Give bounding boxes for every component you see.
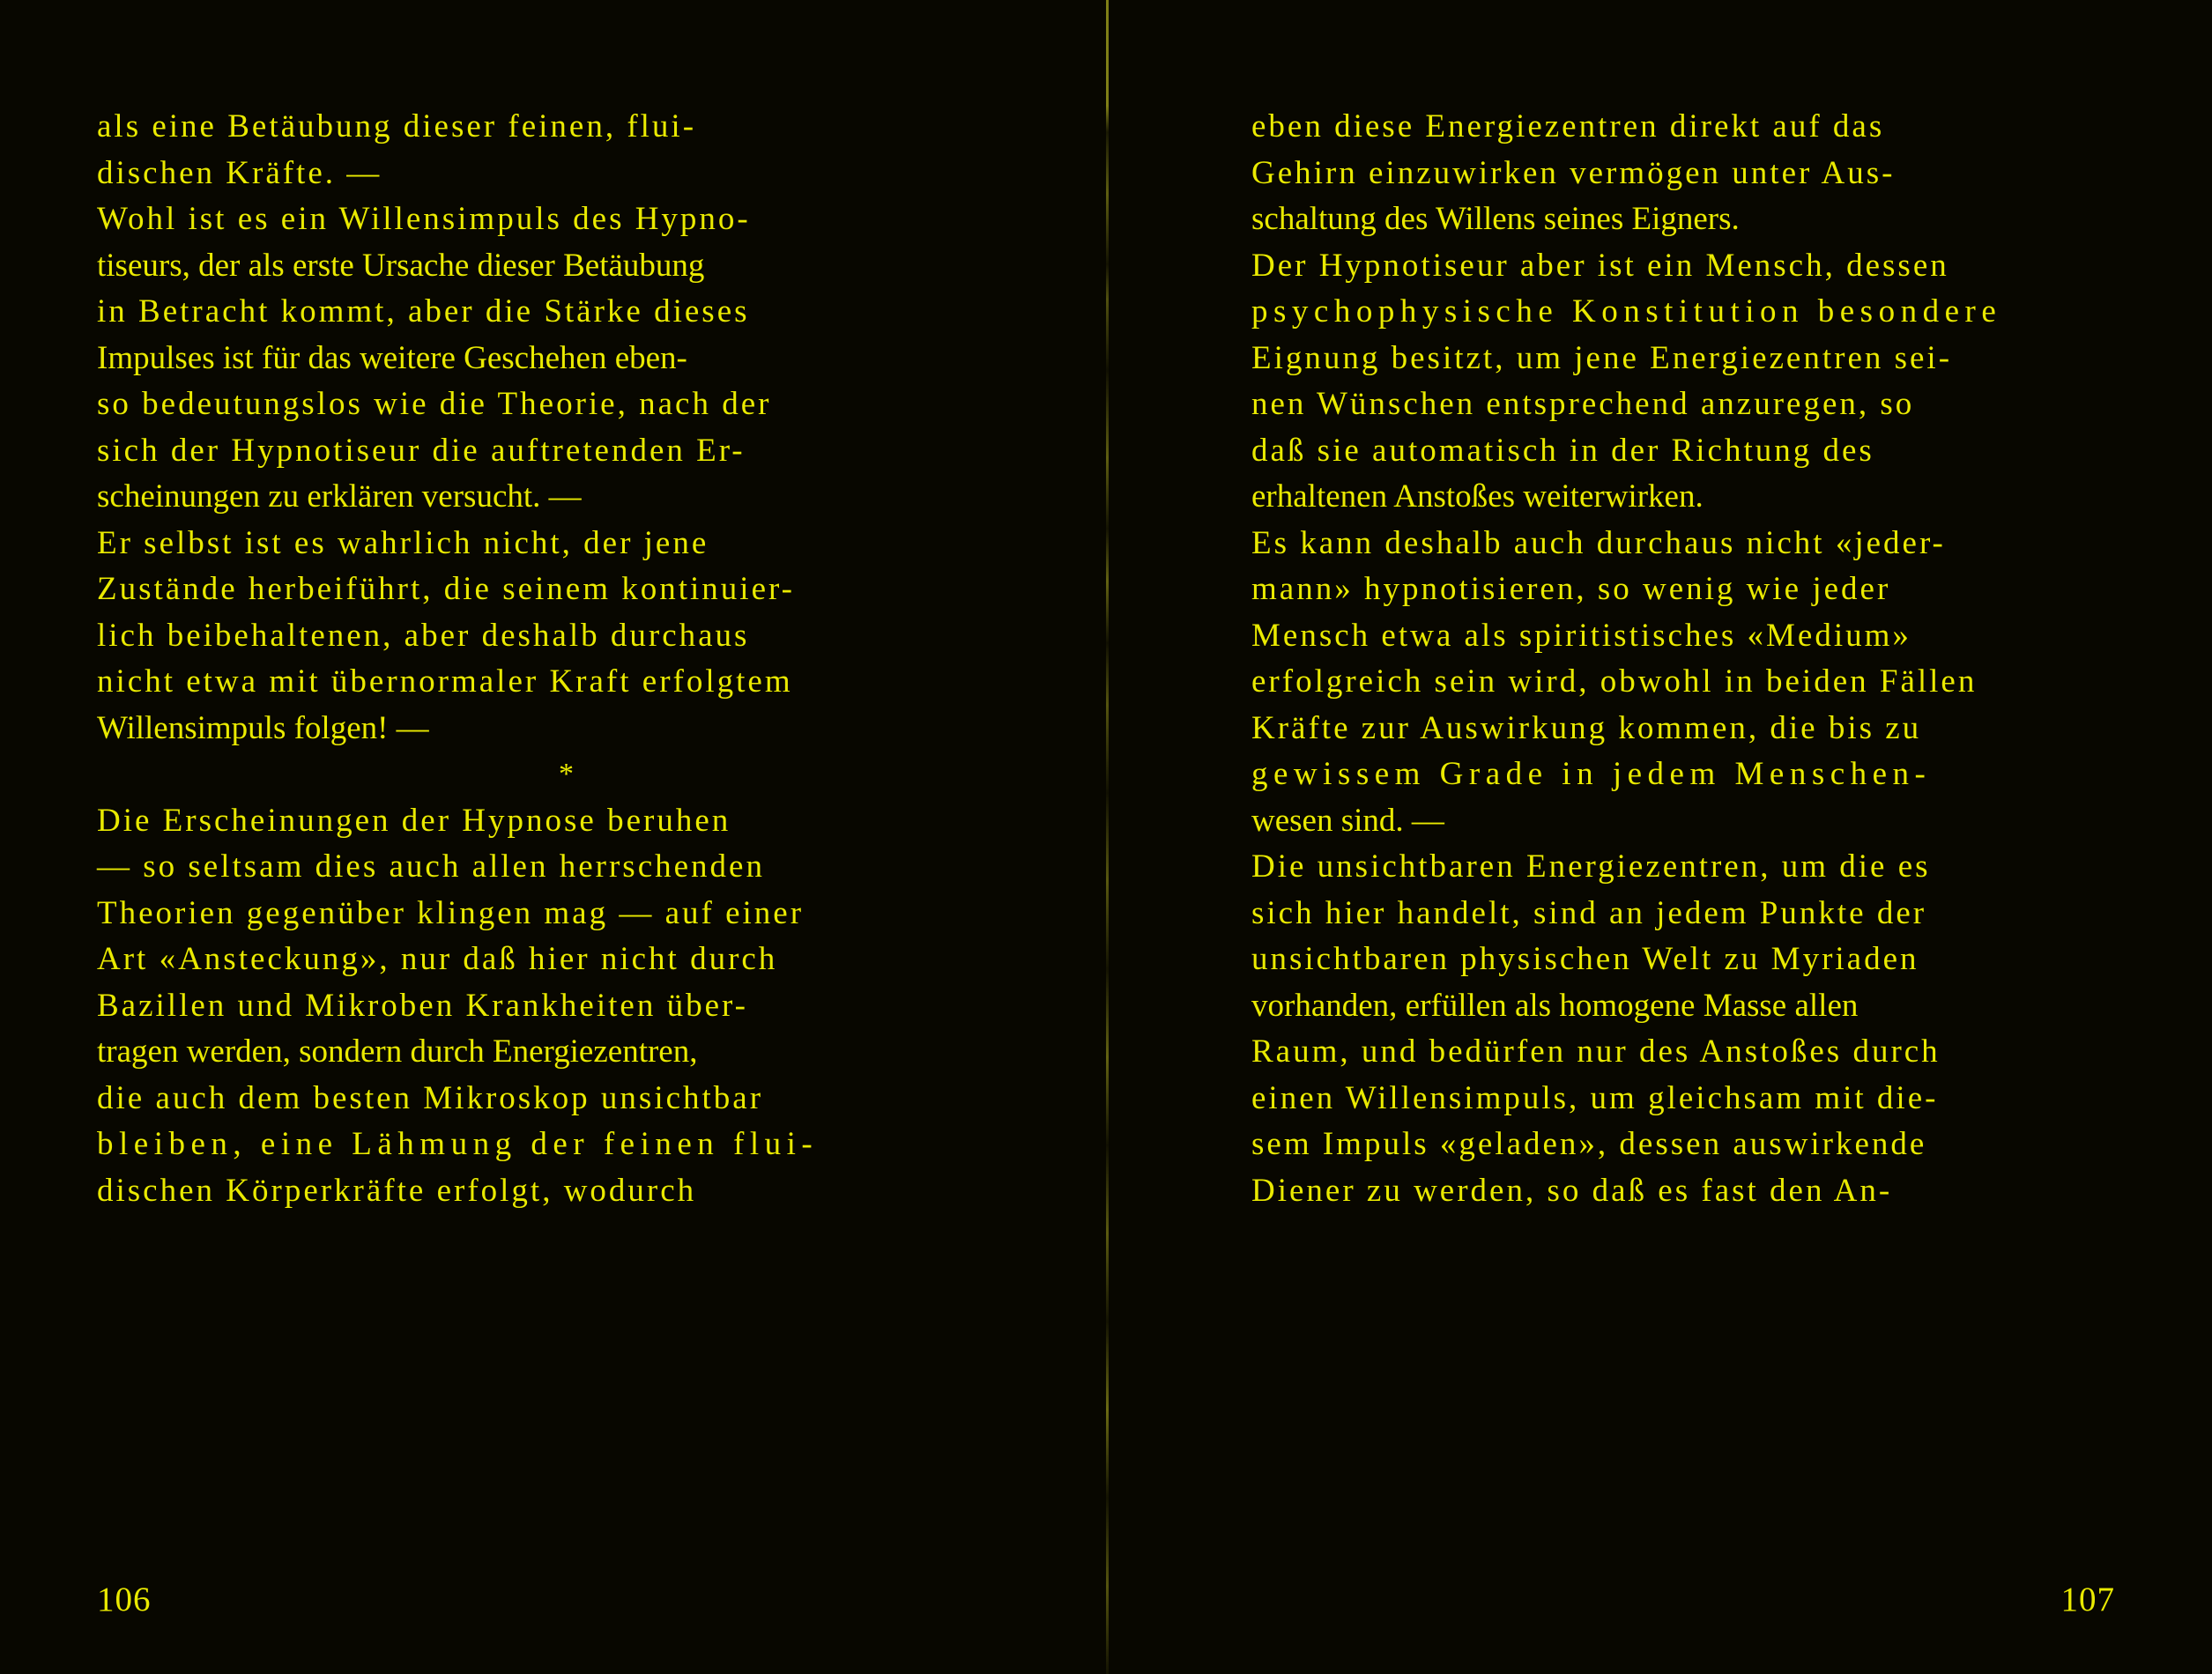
page-number-right: 107 xyxy=(2060,1581,2115,1618)
page-number-left: 106 xyxy=(97,1581,152,1618)
text-line: unsichtbaren physischen Welt zu Myriaden xyxy=(1251,941,1919,977)
text-line: Willensimpuls folgen! — xyxy=(97,709,429,746)
paragraph xyxy=(1251,243,2115,521)
text-line: mann» hypnotisieren, so wenig wie jeder xyxy=(1251,571,1891,607)
text-line: Es kann deshalb auch durchaus nicht «jeder- xyxy=(1251,524,1946,561)
text-line: daß sie automatisch in der Richtung des xyxy=(1251,432,1874,469)
text-line: erhaltenen Anstoßes weiterwirken. xyxy=(1251,478,1704,515)
text-line: Kräfte zur Auswirkung kommen, die bis zu xyxy=(1251,709,1922,746)
text-line: Gehirn einzuwirken vermögen unter Aus- xyxy=(1251,154,1896,191)
text-line: vorhanden, erfüllen als homogene Masse allen xyxy=(1251,987,1859,1024)
text-line: dischen Kräfte. — xyxy=(97,154,382,191)
text-line: scheinungen zu erklären versucht. — xyxy=(97,478,582,515)
text-line: so bedeutungslos wie die Theorie, nach der xyxy=(97,386,772,422)
text-line: Eignung besitzt, um jene Energiezentren sei- xyxy=(1251,339,1953,376)
text-line: nicht etwa mit übernormaler Kraft erfolgtem xyxy=(97,663,793,700)
text-line: schaltung des Willens seines Eigners. xyxy=(1251,201,1740,237)
text-line: wesen sind. — xyxy=(1251,802,1444,839)
text-line: einen Willensimpuls, um gleichsam mit die- xyxy=(1251,1079,1939,1116)
text-line: Die Erscheinungen der Hypnose beruhen xyxy=(97,802,731,839)
text-line: Wohl ist es ein Willensimpuls des Hypno- xyxy=(97,201,751,237)
text-line: Mensch etwa als spiritistisches «Medium» xyxy=(1251,617,1911,654)
text-line: sich der Hypnotiseur die auftretenden Er- xyxy=(97,432,746,469)
paragraph xyxy=(97,521,1035,752)
right-page-text xyxy=(1251,104,2115,1214)
left-page-text xyxy=(97,104,1035,1214)
text-line: Raum, und bedürfen nur des Anstoßes durch xyxy=(1251,1033,1941,1070)
paragraph xyxy=(97,798,1035,1215)
paragraph xyxy=(1251,521,2115,845)
text-line: sich hier handelt, sind an jedem Punkte der xyxy=(1251,894,1927,931)
page-right xyxy=(1106,0,2212,1674)
text-line: erfolgreich sein wird, obwohl in beiden Fällen xyxy=(1251,663,1978,700)
text-line: — so seltsam dies auch allen herrschenden xyxy=(97,848,765,885)
text-line: als eine Betäubung dieser feinen, flui- xyxy=(97,108,697,144)
text-line: tragen werden, sondern durch Energiezentren, xyxy=(97,1033,698,1070)
text-line: nen Wünschen entsprechend anzuregen, so xyxy=(1251,386,1915,422)
text-line: bleiben, eine Lähmung der feinen flui- xyxy=(97,1126,819,1162)
text-line: Diener zu werden, so daß es fast den An- xyxy=(1251,1172,1893,1209)
paragraph xyxy=(97,196,1035,521)
paragraph xyxy=(1251,104,2115,243)
text-line: in Betracht kommt, aber die Stärke dieses xyxy=(97,293,750,330)
text-line: tiseurs, der als erste Ursache dieser Betäubung xyxy=(97,247,705,284)
paragraph xyxy=(1251,844,2115,1214)
text-line: Er selbst ist es wahrlich nicht, der jene xyxy=(97,524,709,561)
text-line: Zustände herbeiführt, die seinem kontinuier- xyxy=(97,571,795,607)
text-line: psychophysische Konstitution besondere xyxy=(1251,293,2002,330)
text-line: Der Hypnotiseur aber ist ein Mensch, dessen xyxy=(1251,247,1949,284)
text-line: Die unsichtbaren Energiezentren, um die es xyxy=(1251,848,1931,885)
text-line: die auch dem besten Mikroskop unsichtbar xyxy=(97,1079,764,1116)
section-separator: * xyxy=(559,758,574,790)
text-line: Impulses ist für das weitere Geschehen eben- xyxy=(97,339,687,376)
text-line: eben diese Energiezentren direkt auf das xyxy=(1251,108,1885,144)
text-line: Theorien gegenüber klingen mag — auf einer xyxy=(97,894,805,931)
text-line: Bazillen und Mikroben Krankheiten über- xyxy=(97,987,748,1024)
text-line: dischen Körperkräfte erfolgt, wodurch xyxy=(97,1172,697,1209)
text-line: gewissem Grade in jedem Menschen- xyxy=(1251,756,1932,792)
text-line: Art «Ansteckung», nur daß hier nicht durch xyxy=(97,941,778,977)
text-line: lich beibehaltenen, aber deshalb durchaus xyxy=(97,617,750,654)
text-line: sem Impuls «geladen», dessen auswirkende xyxy=(1251,1126,1927,1162)
paragraph xyxy=(97,104,1035,196)
